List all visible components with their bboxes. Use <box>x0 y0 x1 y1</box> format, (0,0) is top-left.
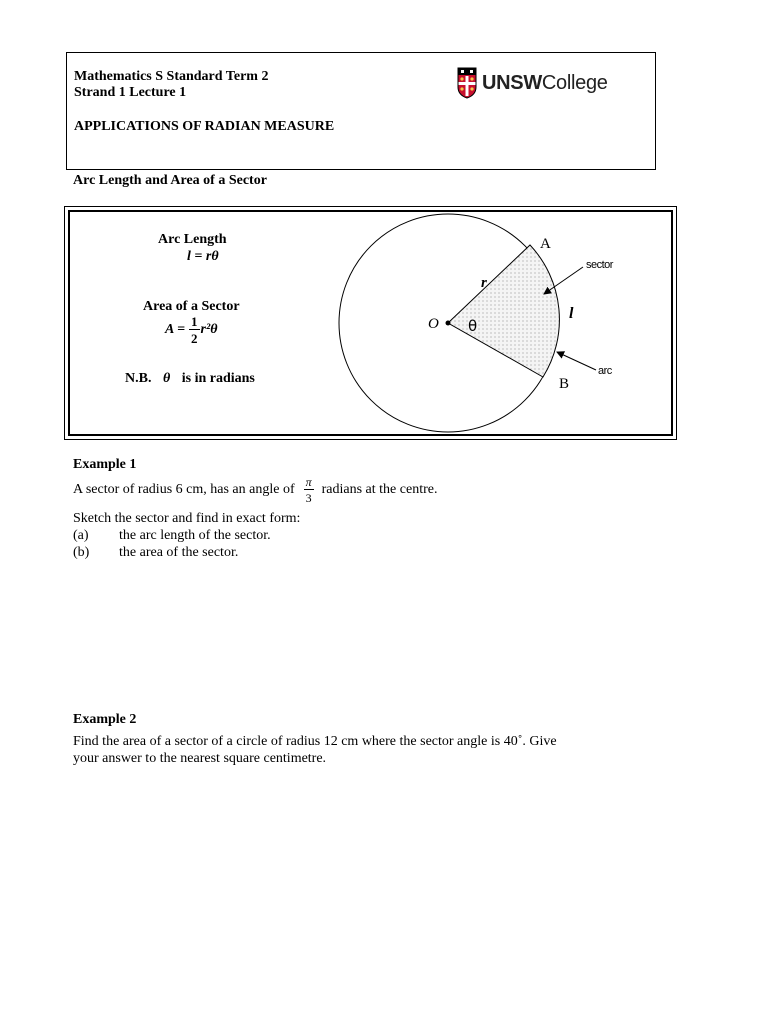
example1-fraction-num: π <box>305 475 312 489</box>
label-o: O <box>428 316 439 332</box>
area-lhs: A = <box>165 322 186 337</box>
course-name: Mathematics S Standard Term 2 <box>74 69 269 84</box>
formula-diagram-inner <box>68 210 673 436</box>
example1-item-a-text: the arc length of the sector. <box>119 528 271 543</box>
centre-point <box>446 321 451 326</box>
nb-suffix: is in radians <box>181 371 255 386</box>
label-theta: θ <box>468 317 478 335</box>
arc-length-title: Arc Length <box>158 232 227 247</box>
arc-length-formula: l = rθ <box>187 249 219 264</box>
example1-line1-pre: A sector of radius 6 cm, has an angle of <box>73 482 295 497</box>
area-sector-title: Area of a Sector <box>143 299 240 314</box>
nb-theta: θ <box>162 371 171 386</box>
area-fraction-den: 2 <box>191 331 198 346</box>
sector-diagram <box>70 212 675 438</box>
nb-prefix: N.B. <box>125 371 152 386</box>
label-a: A <box>540 236 551 252</box>
example1-item-a-marker: (a) <box>73 528 89 543</box>
label-r: r <box>481 275 487 291</box>
area-fraction-num: 1 <box>191 314 198 329</box>
example1-line1 <box>73 474 437 506</box>
label-b: B <box>559 376 570 392</box>
example2-line2: your answer to the nearest square centimetre. <box>73 751 327 766</box>
formula-diagram-box <box>64 206 677 440</box>
example2-line1: Find the area of a sector of a circle of radius 12 cm where the sector angle is 40˚. Give <box>73 734 557 749</box>
example1-item-b-marker: (b) <box>73 545 90 560</box>
page-title: APPLICATIONS OF RADIAN MEASURE <box>74 119 335 134</box>
section-title: Arc Length and Area of a Sector <box>73 173 267 188</box>
example2-heading: Example 2 <box>73 712 137 727</box>
strand-lecture: Strand 1 Lecture 1 <box>74 85 187 100</box>
crest-icon <box>457 67 477 99</box>
example1-fraction <box>304 476 314 504</box>
unsw-college-logo <box>457 67 608 99</box>
example1-line2: Sketch the sector and find in exact form: <box>73 511 301 526</box>
label-sector: sector <box>586 259 613 271</box>
example1-fraction-den: 3 <box>305 491 312 505</box>
area-rhs: r²θ <box>200 322 218 337</box>
logo-text: UNSWCollege <box>482 71 608 94</box>
arc-pointer-arrow <box>557 352 596 370</box>
header-box <box>66 52 656 170</box>
label-l: l <box>569 305 574 322</box>
label-arc: arc <box>598 365 612 377</box>
example1-line1-post: radians at the centre. <box>321 482 438 497</box>
example1-heading: Example 1 <box>73 457 137 472</box>
example1-item-b-text: the area of the sector. <box>119 545 239 560</box>
